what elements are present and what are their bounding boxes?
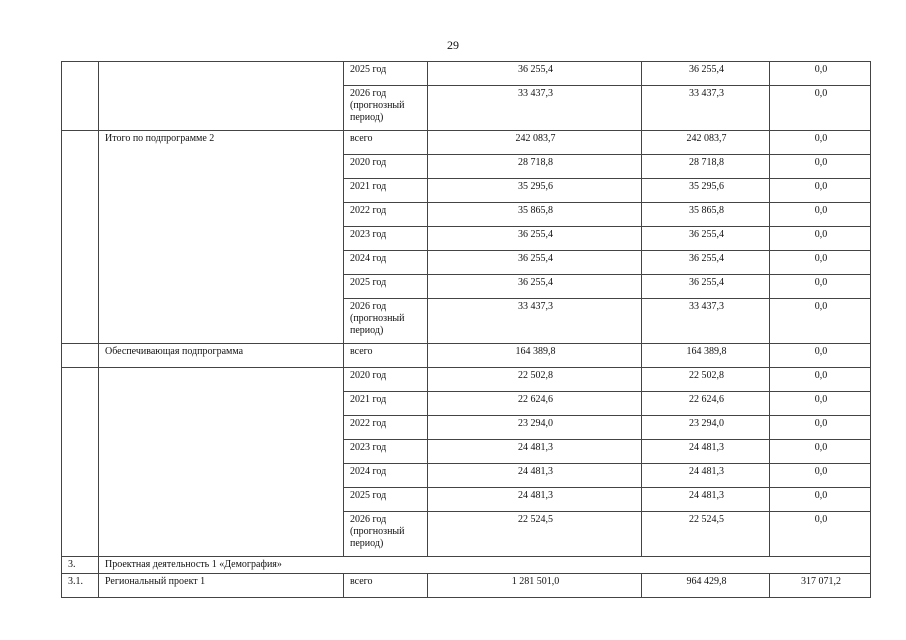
total-cell: 24 481,3 [428, 488, 642, 512]
total-cell: 22 524,5 [428, 512, 642, 557]
value-cell: 0,0 [770, 416, 871, 440]
period-cell: 2021 год [344, 392, 428, 416]
table-row [62, 368, 871, 392]
total-cell: 24 481,3 [428, 440, 642, 464]
period-cell: 2021 год [344, 179, 428, 203]
total-cell: 164 389,8 [428, 344, 642, 368]
value-cell: 0,0 [770, 131, 871, 155]
total-cell: 28 718,8 [428, 155, 642, 179]
period-cell: 2020 год [344, 368, 428, 392]
value-cell: 0,0 [770, 344, 871, 368]
row-number-cell [62, 131, 99, 344]
total-cell: 33 437,3 [428, 299, 642, 344]
value-cell: 0,0 [770, 179, 871, 203]
value-cell: 0,0 [770, 227, 871, 251]
total-cell: 33 437,3 [428, 86, 642, 131]
period-cell: 2020 год [344, 155, 428, 179]
value-cell: 22 624,6 [642, 392, 770, 416]
value-cell: 36 255,4 [642, 275, 770, 299]
total-cell: 35 865,8 [428, 203, 642, 227]
value-cell: 0,0 [770, 299, 871, 344]
value-cell: 0,0 [770, 368, 871, 392]
total-cell: 36 255,4 [428, 62, 642, 86]
row-name-cell: Региональный проект 1 [99, 574, 344, 598]
value-cell: 0,0 [770, 62, 871, 86]
value-cell: 164 389,8 [642, 344, 770, 368]
period-cell: всего [344, 574, 428, 598]
period-cell: 2025 год [344, 275, 428, 299]
total-cell: 35 295,6 [428, 179, 642, 203]
period-cell: всего [344, 344, 428, 368]
value-cell: 0,0 [770, 464, 871, 488]
period-cell: 2023 год [344, 227, 428, 251]
period-cell: 2025 год [344, 488, 428, 512]
value-cell: 33 437,3 [642, 86, 770, 131]
value-cell: 36 255,4 [642, 227, 770, 251]
value-cell: 35 295,6 [642, 179, 770, 203]
total-cell: 23 294,0 [428, 416, 642, 440]
page-number: 29 [447, 38, 459, 52]
value-cell: 317 071,2 [770, 574, 871, 598]
value-cell: 24 481,3 [642, 464, 770, 488]
value-cell: 0,0 [770, 203, 871, 227]
value-cell: 24 481,3 [642, 440, 770, 464]
total-cell: 22 502,8 [428, 368, 642, 392]
table-row [62, 131, 871, 155]
value-cell: 0,0 [770, 86, 871, 131]
total-cell: 36 255,4 [428, 227, 642, 251]
table-row [62, 62, 871, 86]
row-number-cell [62, 344, 99, 368]
period-cell: 2026 год (прогнозный период) [344, 299, 428, 344]
value-cell: 0,0 [770, 512, 871, 557]
row-number-cell [62, 62, 99, 131]
value-cell: 22 524,5 [642, 512, 770, 557]
period-cell: 2022 год [344, 203, 428, 227]
value-cell: 35 865,8 [642, 203, 770, 227]
period-cell: всего [344, 131, 428, 155]
value-cell: 0,0 [770, 488, 871, 512]
total-cell: 242 083,7 [428, 131, 642, 155]
period-cell: 2024 год [344, 464, 428, 488]
value-cell: 22 502,8 [642, 368, 770, 392]
table-row [62, 344, 871, 368]
value-cell: 36 255,4 [642, 62, 770, 86]
value-cell: 0,0 [770, 251, 871, 275]
value-cell: 24 481,3 [642, 488, 770, 512]
value-cell: 28 718,8 [642, 155, 770, 179]
value-cell: 0,0 [770, 440, 871, 464]
period-cell: 2023 год [344, 440, 428, 464]
row-name-cell: Итого по подпрограмме 2 [99, 131, 344, 344]
period-cell: 2025 год [344, 62, 428, 86]
row-name-cell [99, 368, 344, 557]
value-cell: 964 429,8 [642, 574, 770, 598]
period-cell: 2024 год [344, 251, 428, 275]
value-cell: 23 294,0 [642, 416, 770, 440]
value-cell: 36 255,4 [642, 251, 770, 275]
budget-table [61, 61, 871, 598]
total-cell: 22 624,6 [428, 392, 642, 416]
section-title-cell: Проектная деятельность 1 «Демография» [99, 557, 871, 574]
value-cell: 0,0 [770, 275, 871, 299]
period-cell: 2026 год (прогнозный период) [344, 86, 428, 131]
total-cell: 36 255,4 [428, 275, 642, 299]
table-row [62, 557, 871, 574]
row-number-cell: 3.1. [62, 574, 99, 598]
value-cell: 0,0 [770, 392, 871, 416]
row-name-cell [99, 62, 344, 131]
total-cell: 24 481,3 [428, 464, 642, 488]
period-cell: 2022 год [344, 416, 428, 440]
value-cell: 0,0 [770, 155, 871, 179]
table-row [62, 574, 871, 598]
row-name-cell: Обеспечивающая подпрограмма [99, 344, 344, 368]
row-number-cell: 3. [62, 557, 99, 574]
total-cell: 36 255,4 [428, 251, 642, 275]
total-cell: 1 281 501,0 [428, 574, 642, 598]
value-cell: 33 437,3 [642, 299, 770, 344]
value-cell: 242 083,7 [642, 131, 770, 155]
period-cell: 2026 год (прогнозный период) [344, 512, 428, 557]
row-number-cell [62, 368, 99, 557]
